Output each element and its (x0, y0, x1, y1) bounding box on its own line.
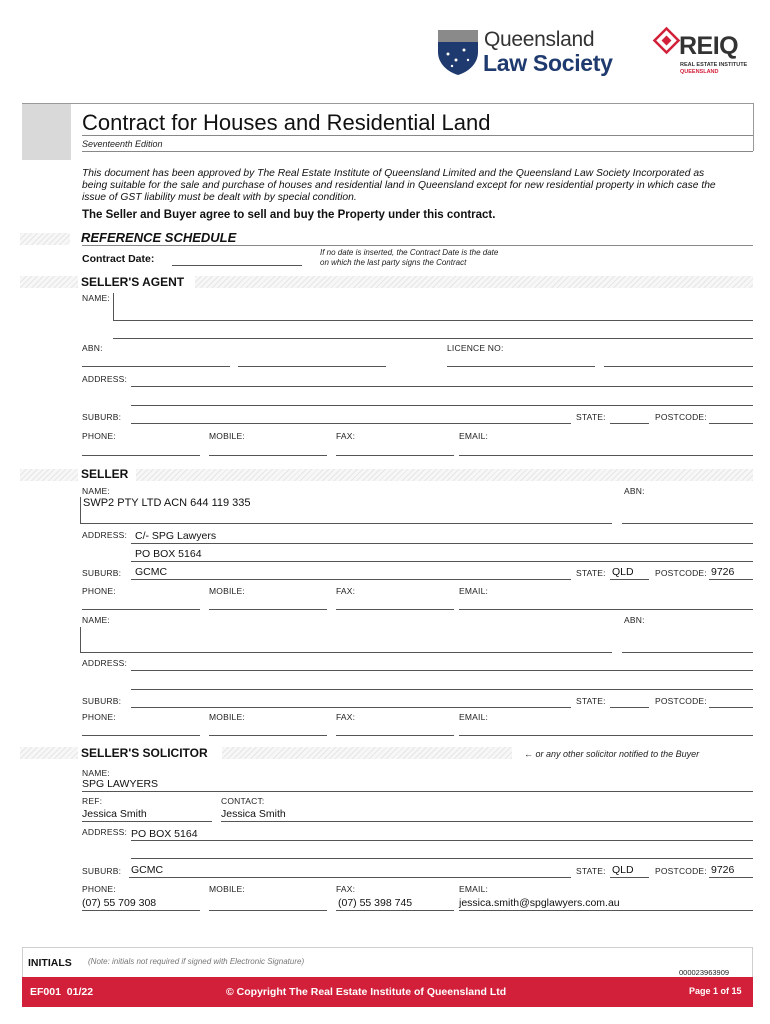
seller2-phone-label: PHONE: (82, 712, 116, 722)
seller2-fax-label: FAX: (336, 712, 356, 722)
seller-postcode-field[interactable] (709, 579, 753, 580)
doc-number: 000023963909 (679, 968, 730, 977)
seller2-state-field[interactable] (610, 707, 649, 708)
title-side-block (22, 104, 71, 160)
seller-hatch-right (136, 469, 753, 481)
seller-hatch-left (20, 469, 78, 481)
reference-hatch-left (20, 233, 70, 245)
agent-postcode-label: POSTCODE: (655, 412, 707, 422)
page-title: Contract for Houses and Residential Land (82, 110, 491, 135)
seller2-email-field[interactable] (459, 735, 753, 736)
solicitor-contact-label: CONTACT: (221, 796, 265, 806)
title-rule (82, 135, 753, 136)
reiq-sub2: QUEENSLAND (680, 69, 719, 75)
solicitor-mobile-label: MOBILE: (209, 884, 245, 894)
solicitor-email-value: jessica.smith@spglawyers.com.au (459, 897, 620, 909)
solicitor-email-field[interactable] (459, 910, 753, 911)
solicitor-postcode-field[interactable] (709, 877, 753, 878)
seller2-state-label: STATE: (576, 696, 606, 706)
solicitor-note (524, 749, 699, 759)
seller-abn-field[interactable] (622, 523, 753, 524)
agent-address-field-2[interactable] (131, 405, 753, 406)
qls-crest-icon (436, 28, 480, 76)
agent-name-label: NAME: (82, 293, 110, 303)
agent-name-field[interactable] (113, 320, 753, 321)
agent-suburb-field[interactable] (131, 423, 571, 424)
solicitor-address-value: PO BOX 5164 (131, 828, 198, 840)
seller-email-field[interactable] (459, 609, 753, 610)
seller-state-value: QLD (612, 566, 634, 578)
solicitor-ref-value: Jessica Smith (82, 808, 147, 820)
agent-licence-label: LICENCE NO: (447, 343, 504, 353)
reference-rule (82, 245, 753, 246)
seller2-postcode-field[interactable] (709, 707, 753, 708)
agent-phone-label: PHONE: (82, 431, 116, 441)
seller-phone-field[interactable] (82, 609, 200, 610)
solicitor-contact-field[interactable] (221, 821, 753, 822)
seller2-suburb-field[interactable] (131, 707, 571, 708)
seller2-abn-label: ABN: (624, 615, 645, 625)
qls-name-line1: Queensland (484, 28, 595, 51)
seller2-address-field[interactable] (131, 670, 753, 671)
solicitor-fax-value: (07) 55 398 745 (338, 897, 413, 909)
qls-logo (436, 28, 641, 80)
footer-page: Page 1 of 15 (689, 986, 742, 996)
reiq-wordmark: REIQ (679, 32, 739, 60)
seller-name-field[interactable] (80, 523, 612, 524)
agent-abn-field-2[interactable] (238, 366, 386, 367)
contract-date-note-2: on which the last party signs the Contract (320, 258, 467, 267)
solicitor-address-label: ADDRESS: (82, 827, 128, 837)
agent-address-label: ADDRESS: (82, 374, 128, 384)
seller2-address-label: ADDRESS: (82, 658, 128, 668)
solicitor-fax-label: FAX: (336, 884, 356, 894)
reference-heading: REFERENCE SCHEDULE (81, 230, 237, 245)
seller-abn-label: ABN: (624, 486, 645, 496)
solicitor-postcode-label: POSTCODE: (655, 866, 707, 876)
solicitor-suburb-field[interactable] (129, 877, 571, 878)
solicitor-phone-label: PHONE: (82, 884, 116, 894)
seller-postcode-value: 9726 (711, 566, 735, 578)
approval-text: This document has been approved by The Real Estate Institute of Queensland Limited and the Queensland Law Society Incorporated as being suitable for the sale and purchase of houses and residential land in Queensland except for new residential property in which case the issue of GST liability must be dealt with by special condition. (82, 168, 716, 203)
solicitor-email-label: EMAIL: (459, 884, 489, 894)
solicitor-address-field[interactable] (131, 840, 753, 841)
solicitor-name-field[interactable] (82, 791, 753, 792)
initials-note: (Note: initials not required if signed with Electronic Signature) (88, 957, 305, 966)
solicitor-state-label: STATE: (576, 866, 606, 876)
seller-name-bracket (80, 497, 81, 523)
title-top-rule (22, 103, 753, 104)
seller2-name-field[interactable] (80, 652, 612, 653)
solicitor-postcode-value: 9726 (711, 864, 735, 876)
solicitor-phone-value: (07) 55 709 308 (82, 897, 157, 909)
edition-rule (82, 151, 753, 152)
seller-heading: SELLER (81, 467, 129, 481)
seller2-name-label: NAME: (82, 615, 110, 625)
agent-abn-field[interactable] (82, 366, 230, 367)
seller-phone-label: PHONE: (82, 586, 116, 596)
agent-address-field[interactable] (131, 386, 753, 387)
agent-state-label: STATE: (576, 412, 606, 422)
seller2-fax-field[interactable] (336, 735, 454, 736)
seller-mobile-field[interactable] (209, 609, 327, 610)
solicitor-hatch-right (222, 747, 512, 759)
arrow-left-icon: ← (524, 749, 533, 759)
solicitor-state-field[interactable] (610, 877, 649, 878)
agent-name-field-2[interactable] (113, 338, 753, 339)
agent-phone-field[interactable] (82, 455, 200, 456)
agent-fax-field[interactable] (336, 455, 454, 456)
agent-heading: SELLER'S AGENT (81, 275, 185, 289)
seller-fax-field[interactable] (336, 609, 454, 610)
seller2-postcode-label: POSTCODE: (655, 696, 707, 706)
solicitor-mobile-field[interactable] (209, 910, 327, 911)
agent-fax-label: FAX: (336, 431, 356, 441)
agent-name-bracket (113, 293, 114, 321)
initials-label: INITIALS (28, 957, 72, 969)
agent-abn-label: ABN: (82, 343, 103, 353)
agent-licence-field-2[interactable] (604, 366, 753, 367)
solicitor-contact-value: Jessica Smith (221, 808, 286, 820)
solicitor-fax-field[interactable] (336, 910, 454, 911)
seller2-name-bracket (80, 627, 81, 653)
seller2-mobile-label: MOBILE: (209, 712, 245, 722)
seller-address-field-2[interactable] (131, 561, 753, 562)
agent-hatch-left (20, 276, 78, 288)
contract-date-note-1: If no date is inserted, the Contract Date is the date (320, 248, 499, 257)
seller-postcode-label: POSTCODE: (655, 568, 707, 578)
agent-mobile-field[interactable] (209, 455, 327, 456)
reiq-logo (652, 24, 752, 84)
reiq-sub1: REAL ESTATE INSTITUTE (680, 62, 748, 68)
seller-address-label: ADDRESS: (82, 530, 128, 540)
solicitor-note-text: or any other solicitor notified to the Buyer (535, 749, 700, 759)
seller-fax-label: FAX: (336, 586, 356, 596)
agent-suburb-label: SUBURB: (82, 412, 122, 422)
seller-suburb-field[interactable] (131, 579, 571, 580)
solicitor-hatch-left (20, 747, 78, 759)
seller-email-label: EMAIL: (459, 586, 489, 596)
title-right-rule (753, 103, 754, 151)
edition-text: Seventeenth Edition (82, 139, 163, 149)
solicitor-ref-label: REF: (82, 796, 103, 806)
solicitor-name-value: SPG LAWYERS (82, 778, 159, 790)
seller-address-line2: PO BOX 5164 (135, 548, 202, 560)
seller2-email-label: EMAIL: (459, 712, 489, 722)
contract-date-field[interactable] (172, 265, 302, 266)
agent-postcode-field[interactable] (709, 423, 753, 424)
seller2-mobile-field[interactable] (209, 735, 327, 736)
seller2-phone-field[interactable] (82, 735, 200, 736)
agent-mobile-label: MOBILE: (209, 431, 245, 441)
footer-form-code: EF001 01/22 (30, 986, 94, 998)
footer-copyright: © Copyright The Real Estate Institute of Queensland Ltd (226, 986, 507, 998)
reiq-diamond-icon (652, 26, 682, 56)
seller-suburb-label: SUBURB: (82, 568, 122, 578)
solicitor-ref-field[interactable] (82, 821, 212, 822)
seller-address-line1: C/- SPG Lawyers (135, 530, 217, 542)
seller-name-label: NAME: (82, 486, 110, 496)
solicitor-suburb-label: SUBURB: (82, 866, 122, 876)
agent-hatch-right (195, 276, 753, 288)
seller-name-value: SWP2 PTY LTD ACN 644 119 335 (83, 497, 251, 509)
seller-address-field[interactable] (131, 543, 753, 544)
contract-date-label: Contract Date: (82, 253, 155, 265)
solicitor-heading: SELLER'S SOLICITOR (81, 746, 208, 760)
agent-email-field[interactable] (459, 455, 753, 456)
solicitor-state-value: QLD (612, 864, 634, 876)
seller2-suburb-label: SUBURB: (82, 696, 122, 706)
solicitor-name-label: NAME: (82, 768, 110, 778)
seller2-abn-field[interactable] (622, 652, 753, 653)
seller2-address-field-2[interactable] (131, 689, 753, 690)
agent-licence-field[interactable] (447, 366, 595, 367)
qls-name-line2: Law Society (483, 50, 613, 76)
solicitor-address-field-2[interactable] (131, 858, 753, 859)
seller-state-label: STATE: (576, 568, 606, 578)
solicitor-phone-field[interactable] (82, 910, 200, 911)
seller-suburb-value: GCMC (135, 566, 168, 578)
agreement-text: The Seller and Buyer agree to sell and buy the Property under this contract. (82, 209, 496, 221)
agent-email-label: EMAIL: (459, 431, 489, 441)
agent-state-field[interactable] (610, 423, 649, 424)
seller-state-field[interactable] (610, 579, 649, 580)
seller-mobile-label: MOBILE: (209, 586, 245, 596)
solicitor-suburb-value: GCMC (131, 864, 164, 876)
